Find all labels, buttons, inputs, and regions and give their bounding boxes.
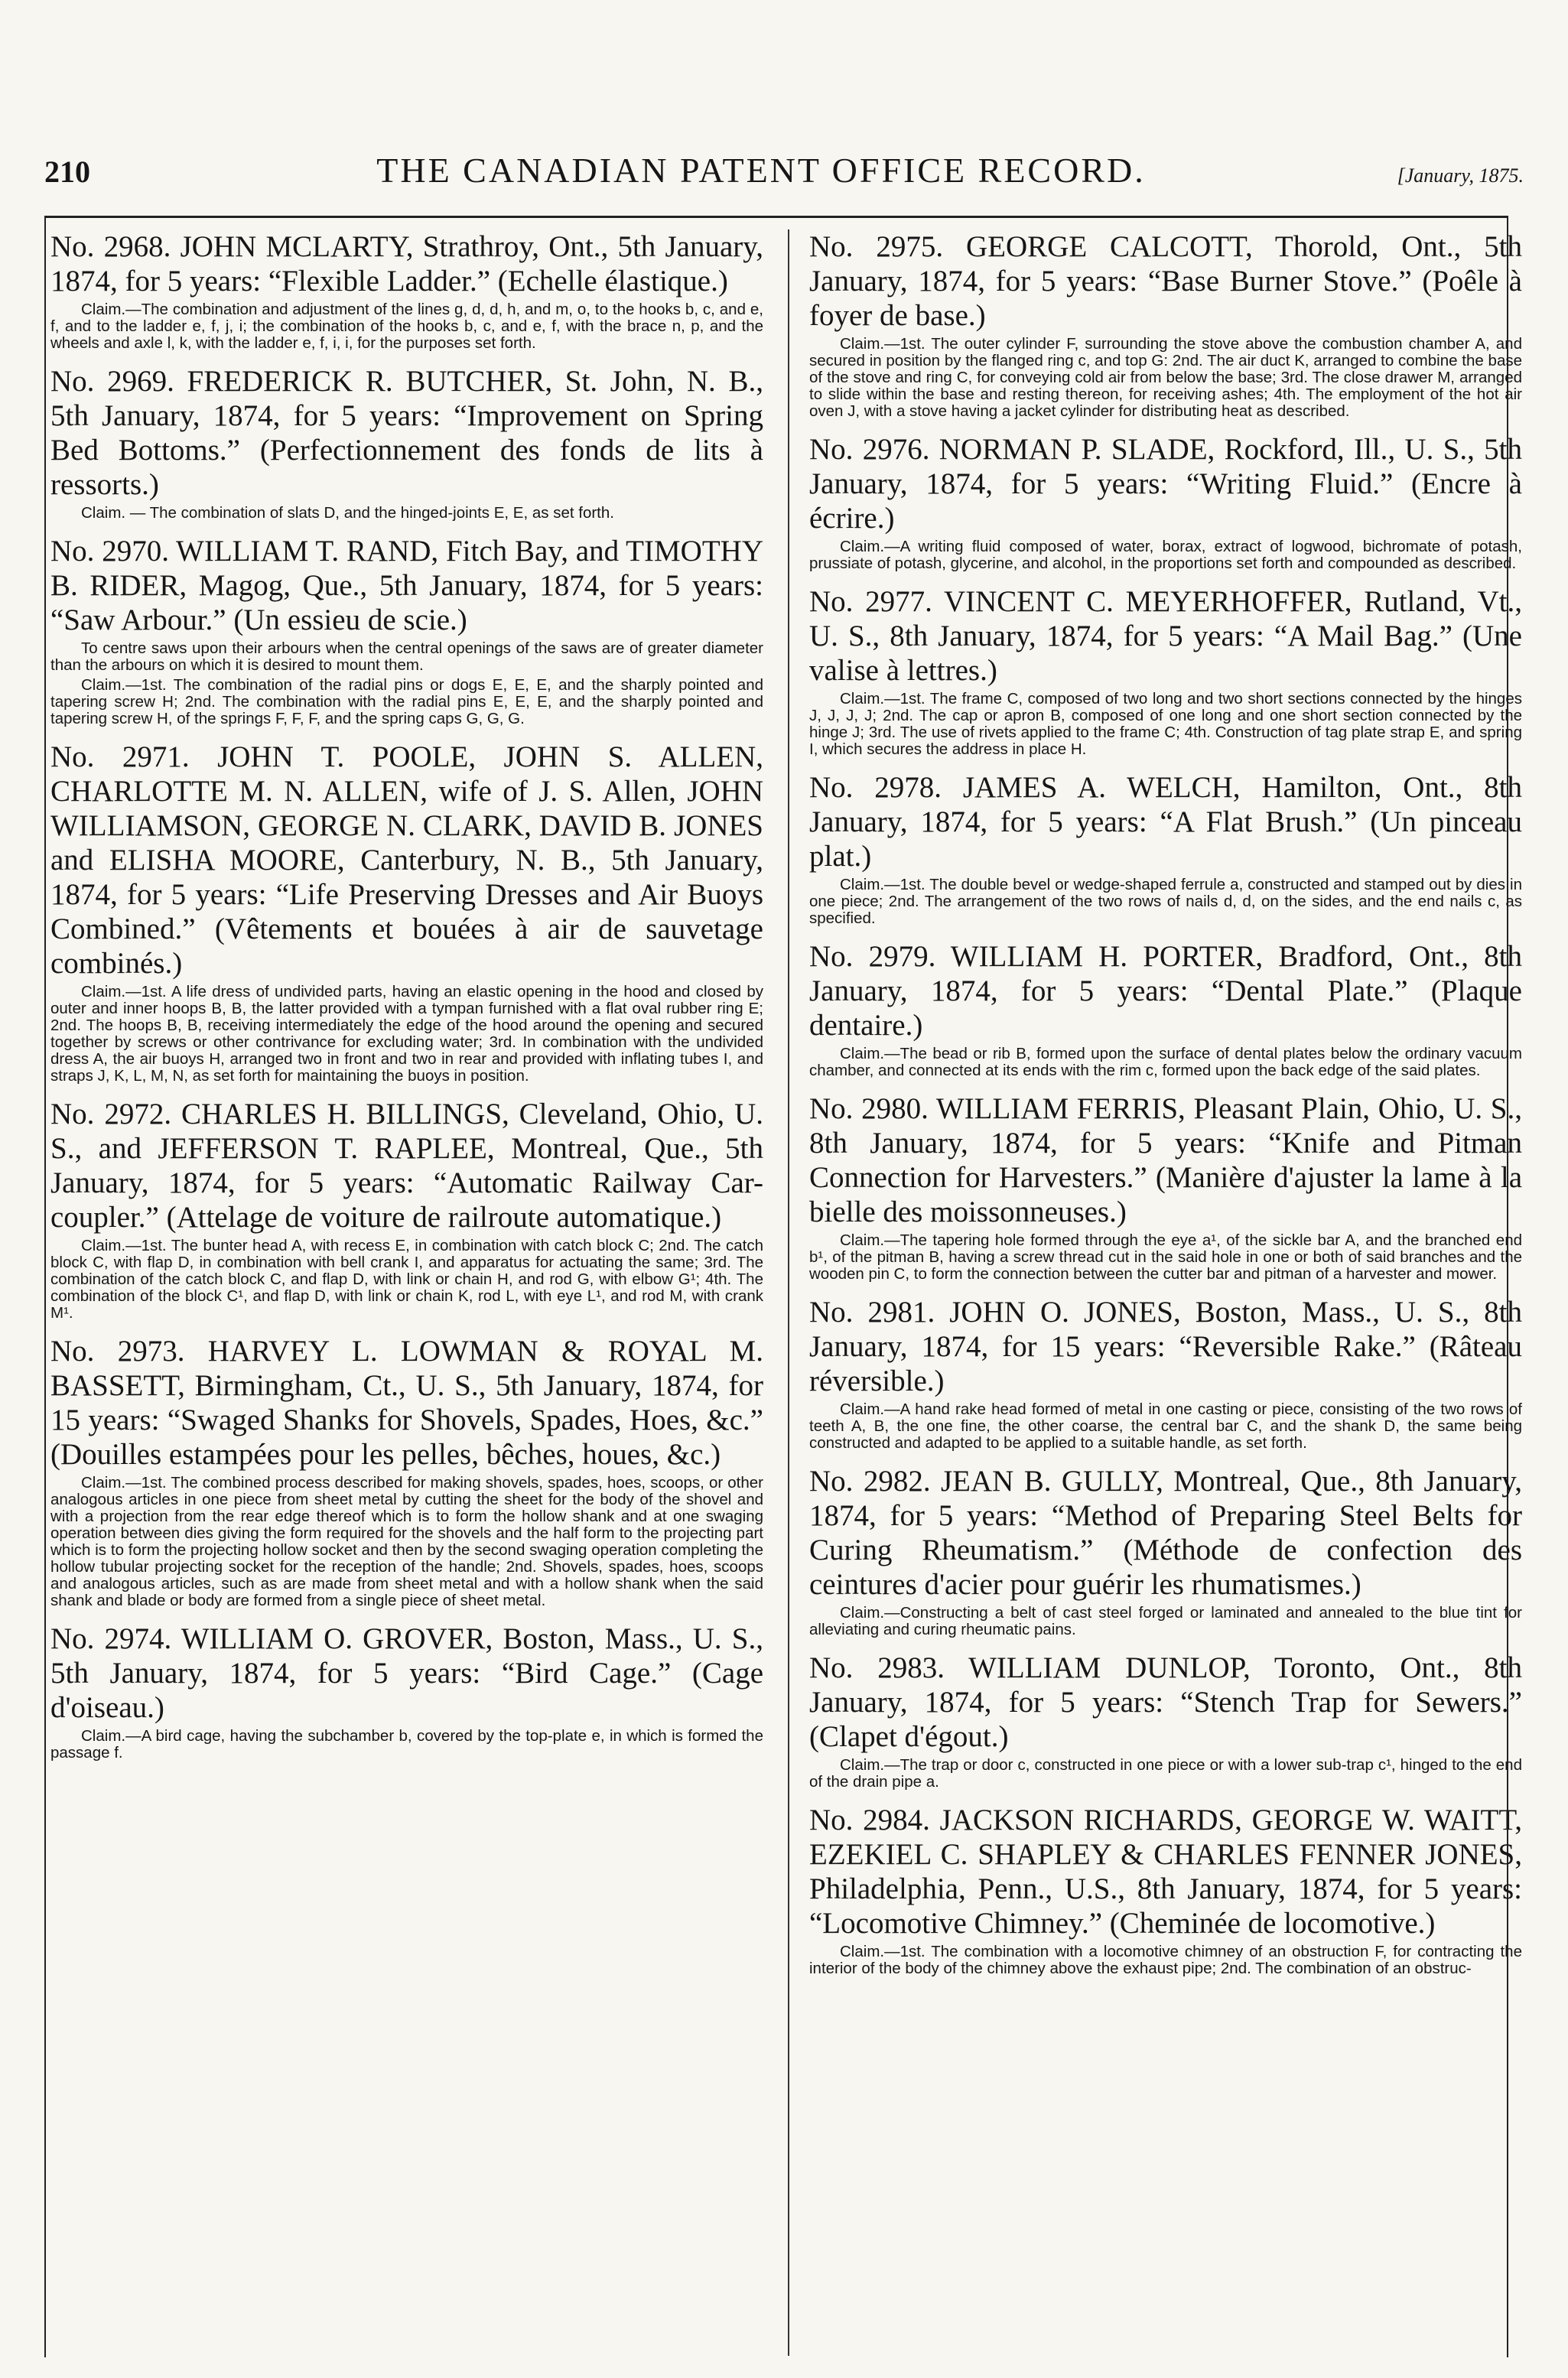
patent-heading: No. 2980. WILLIAM FERRIS, Pleasant Plain, Ohio, U. S., 8th January, 1874, for 5 years: “Knife and Pitman Connection for Harvesters.” (Manière d'ajuster la lame à la bielle des moissonneuses.) bbox=[809, 1092, 1522, 1228]
patent-entry-2971 bbox=[50, 740, 763, 1085]
patent-claim: Claim.—The combination and adjustment of the lines g, d, d, h, and m, o, to the hooks b, c, and e, f, and to the ladder e, f, j, i; the combination of the hooks b, c, and e, f, with the brace n, p, and the wheels and axle l, k, with the ladder e, f, i, i, for the purposes set forth. bbox=[50, 301, 763, 352]
page-date: [January, 1875. bbox=[1397, 164, 1524, 187]
patent-description: To centre saws upon their arbours when the central openings of the saws are of greater diameter than the arbours on which it is desired to mount them. bbox=[50, 639, 763, 674]
patent-claim: Claim.—The trap or door c, constructed in one piece or with a lower sub-trap c¹, hinged to the end of the drain pipe a. bbox=[809, 1756, 1522, 1791]
patent-heading: No. 2972. CHARLES H. BILLINGS, Cleveland, Ohio, U. S., and JEFFERSON T. RAPLEE, Montreal, Que., 5th January, 1874, for 5 years: “Automatic Railway Car-coupler.” (Attelage de voiture de railroute automatique.) bbox=[50, 1098, 763, 1234]
patent-entry-2972 bbox=[50, 1097, 763, 1322]
patent-entry-2979 bbox=[809, 939, 1522, 1079]
patent-claim: Claim.—1st. The outer cylinder F, surrounding the stove above the combustion chamber A, and secured in position by the flanged ring c, and top G: 2nd. The air duct K, arranged to combine the base of the stove and ring C, for conveying cold air from below the base; 3rd. The close drawer M, arranged to slide within the base and resting thereon, for receiving ashes; 4th. The employment of the hot air oven J, with a stove having a jacket cylinder for distributing heat as described. bbox=[809, 335, 1522, 420]
patent-claim: Claim.—The bead or rib B, formed upon the surface of dental plates below the ordinary vacuum chamber, and connected at its ends with the rim c, formed upon the back edge of the said plates. bbox=[809, 1045, 1522, 1079]
patent-entry-2981 bbox=[809, 1295, 1522, 1452]
patent-claim: Claim.—1st. The double bevel or wedge-shaped ferrule a, constructed and stamped out by dies in one piece; 2nd. The arrangement of the two rows of nails d, d, on the sides, and the end nails c, as specified. bbox=[809, 876, 1522, 927]
patent-heading: No. 2976. NORMAN P. SLADE, Rockford, Ill., U. S., 5th January, 1874, for 5 years: “Writing Fluid.” (Encre à écrire.) bbox=[809, 433, 1522, 535]
page-title: THE CANADIAN PATENT OFFICE RECORD. bbox=[376, 151, 1146, 190]
patent-entry-2983 bbox=[809, 1651, 1522, 1791]
patent-claim: Claim.—1st. A life dress of undivided parts, having an elastic opening in the hood and closed by outer and inner hoops B, B, the latter provided with a tympan furnished with a flat oval rubber ring E; 2nd. The hoops B, B, receiving intermediately the edge of the hood around the opening and secured together by screws or other contrivance for excluding water; 3rd. In combination with the undivided dress A, the air buoys H, arranged two in front and two in rear and provided with inflating tubes I, and straps J, K, L, M, N, as set forth for maintaining the buoys in position. bbox=[50, 983, 763, 1085]
patent-heading: No. 2969. FREDERICK R. BUTCHER, St. John, N. B., 5th January, 1874, for 5 years: “Improvement on Spring Bed Bottoms.” (Perfectionnement des fonds de lits à ressorts.) bbox=[50, 365, 763, 501]
patent-entry-2984 bbox=[809, 1803, 1522, 1977]
page-header bbox=[44, 150, 1524, 196]
patent-heading: No. 2977. VINCENT C. MEYERHOFFER, Rutland, Vt., U. S., 8th January, 1874, for 5 years: “A Mail Bag.” (Une valise à lettres.) bbox=[809, 585, 1522, 687]
patent-heading: No. 2981. JOHN O. JONES, Boston, Mass., U. S., 8th January, 1874, for 15 years: “Reversible Rake.” (Râteau réversible.) bbox=[809, 1296, 1522, 1397]
patent-heading: No. 2970. WILLIAM T. RAND, Fitch Bay, and TIMOTHY B. RIDER, Magog, Que., 5th January, 1874, for 5 years: “Saw Arbour.” (Un essieu de scie.) bbox=[50, 535, 763, 636]
patent-claim: Claim.—1st. The combination of the radial pins or dogs E, E, E, and the sharply pointed and tapering screw H; 2nd. The combination with the radial pins E, E, E, and the sharply pointed and tapering screw H, of the springs F, F, F, and the spring caps G, G, G. bbox=[50, 676, 763, 727]
patent-heading: No. 2971. JOHN T. POOLE, JOHN S. ALLEN, CHARLOTTE M. N. ALLEN, wife of J. S. Allen, JOHN WILLIAMSON, GEORGE N. CLARK, DAVID B. JONES and ELISHA MOORE, Canterbury, N. B., 5th January, 1874, for 5 years: “Life Preserving Dresses and Air Buoys Combined.” (Vêtements et bouées à air de sauvetage combinés.) bbox=[50, 740, 763, 980]
patent-entry-2982 bbox=[809, 1464, 1522, 1638]
patent-claim: Claim.—1st. The bunter head A, with recess E, in combination with catch block C; 2nd. The catch block C, with flap D, in combination with bell crank I, and apparatus for actuating the same; 3rd. The combination of the catch block C, and flap D, with link or chain H, and rod G, with elbow G¹; 4th. The combination of the block C¹, and flap D, with link or chain K, rod L, with eye L¹, and rod M, with crank M¹. bbox=[50, 1237, 763, 1322]
patent-entry-2969 bbox=[50, 364, 763, 522]
patent-entry-2970 bbox=[50, 534, 763, 727]
patent-entry-2977 bbox=[809, 584, 1522, 758]
patent-heading: No. 2975. GEORGE CALCOTT, Thorold, Ont., 5th January, 1874, for 5 years: “Base Burner Stove.” (Poêle à foyer de base.) bbox=[809, 230, 1522, 332]
patent-claim: Claim.—A writing fluid composed of water, borax, extract of logwood, bichromate of potash, prussiate of potash, glycerine, and alcohol, in the proportions set forth and compounded as described. bbox=[809, 538, 1522, 572]
patent-entry-2968 bbox=[50, 229, 763, 352]
patent-heading: No. 2983. WILLIAM DUNLOP, Toronto, Ont., 8th January, 1874, for 5 years: “Stench Trap for Sewers.” (Clapet d'égout.) bbox=[809, 1651, 1522, 1753]
patent-claim: Claim.—1st. The combined process described for making shovels, spades, hoes, scoops, or other analogous articles in one piece from sheet metal by cutting the sheet for the body of the shovel and with a projection from the rear edge thereof which is to form the hollow shank and at one swaging operation between dies giving the form required for the shovels and the half form to the projecting part which is to form the projecting hollow socket and then by the second swaging operation completing the hollow tubular projecting socket for the reception of the handle; 2nd. Shovels, spades, hoes, scoops and analogous articles, such as are made from sheet metal and with a hollow shank when the said shank and blade or body are formed from a single piece of sheet metal. bbox=[50, 1474, 763, 1609]
patent-claim: Claim.—1st. The combination with a locomotive chimney of an obstruction F, for contracting the interior of the body of the chimney above the exhaust pipe; 2nd. The combination of an obstruc- bbox=[809, 1943, 1522, 1977]
patent-entry-2975 bbox=[809, 229, 1522, 420]
patent-claim: Claim.—A hand rake head formed of metal in one casting or piece, consisting of the two rows of teeth A, B, the one fine, the other coarse, the central bar C, and the shank D, the same being constructed and adapted to be applied to a suitable handle, as set forth. bbox=[809, 1400, 1522, 1452]
patent-heading: No. 2979. WILLIAM H. PORTER, Bradford, Ont., 8th January, 1874, for 5 years: “Dental Plate.” (Plaque dentaire.) bbox=[809, 940, 1522, 1042]
patent-entry-2980 bbox=[809, 1091, 1522, 1283]
page-number: 210 bbox=[44, 155, 90, 189]
patent-claim: Claim.—Constructing a belt of cast steel forged or laminated and annealed to the blue tint for alleviating and curing rheumatic pains. bbox=[809, 1604, 1522, 1638]
patent-heading: No. 2974. WILLIAM O. GROVER, Boston, Mass., U. S., 5th January, 1874, for 5 years: “Bird Cage.” (Cage d'oiseau.) bbox=[50, 1622, 763, 1724]
column-divider bbox=[788, 229, 789, 2356]
patent-claim: Claim. — The combination of slats D, and the hinged-joints E, E, as set forth. bbox=[81, 504, 614, 522]
patent-claim: Claim.—A bird cage, having the subchamber b, covered by the top-plate e, in which is formed the passage f. bbox=[50, 1727, 763, 1762]
patent-claim: Claim.—The tapering hole formed through the eye a¹, of the sickle bar A, and the branched end b¹, of the pitman B, having a screw thread cut in the said hole in one or both of said branches and the wooden pin C, to form the connection between the cutter bar and pitman of a harvester and mower. bbox=[809, 1231, 1522, 1283]
patent-heading: No. 2984. JACKSON RICHARDS, GEORGE W. WAITT, EZEKIEL C. SHAPLEY & CHARLES FENNER JONES, Philadelphia, Penn., U.S., 8th January, 1874, for 5 years: “Locomotive Chimney.” (Cheminée de locomotive.) bbox=[809, 1804, 1522, 1940]
patent-heading: No. 2973. HARVEY L. LOWMAN & ROYAL M. BASSETT, Birmingham, Ct., U. S., 5th January, 1874, for 15 years: “Swaged Shanks for Shovels, Spades, Hoes, &c.” (Douilles estampées pour les pelles, bêches, houes, &c.) bbox=[50, 1335, 763, 1471]
patent-entry-2978 bbox=[809, 770, 1522, 927]
right-column bbox=[809, 229, 1522, 2341]
left-column bbox=[50, 229, 763, 2341]
patent-entry-2973 bbox=[50, 1334, 763, 1609]
patent-heading: No. 2968. JOHN MCLARTY, Strathroy, Ont., 5th January, 1874, for 5 years: “Flexible Ladder.” (Echelle élastique.) bbox=[50, 230, 763, 298]
patent-entry-2976 bbox=[809, 432, 1522, 572]
patent-heading: No. 2982. JEAN B. GULLY, Montreal, Que., 8th January, 1874, for 5 years: “Method of Preparing Steel Belts for Curing Rheumatism.” (Méthode de confection des ceintures d'acier pour guérir les rhumatismes.) bbox=[809, 1465, 1522, 1601]
patent-claim: Claim.—1st. The frame C, composed of two long and two short sections connected by the hinges J, J, J, J; 2nd. The cap or apron B, composed of one long and one short section connected by the hinge J; 3rd. The use of rivets applied to the frame C; 4th. Construction of tag plate strap E, and spring I, which secures the address in place H. bbox=[809, 690, 1522, 758]
patent-heading: No. 2978. JAMES A. WELCH, Hamilton, Ont., 8th January, 1874, for 5 years: “A Flat Brush.” (Un pinceau plat.) bbox=[809, 771, 1522, 873]
patent-entry-2974 bbox=[50, 1622, 763, 1762]
